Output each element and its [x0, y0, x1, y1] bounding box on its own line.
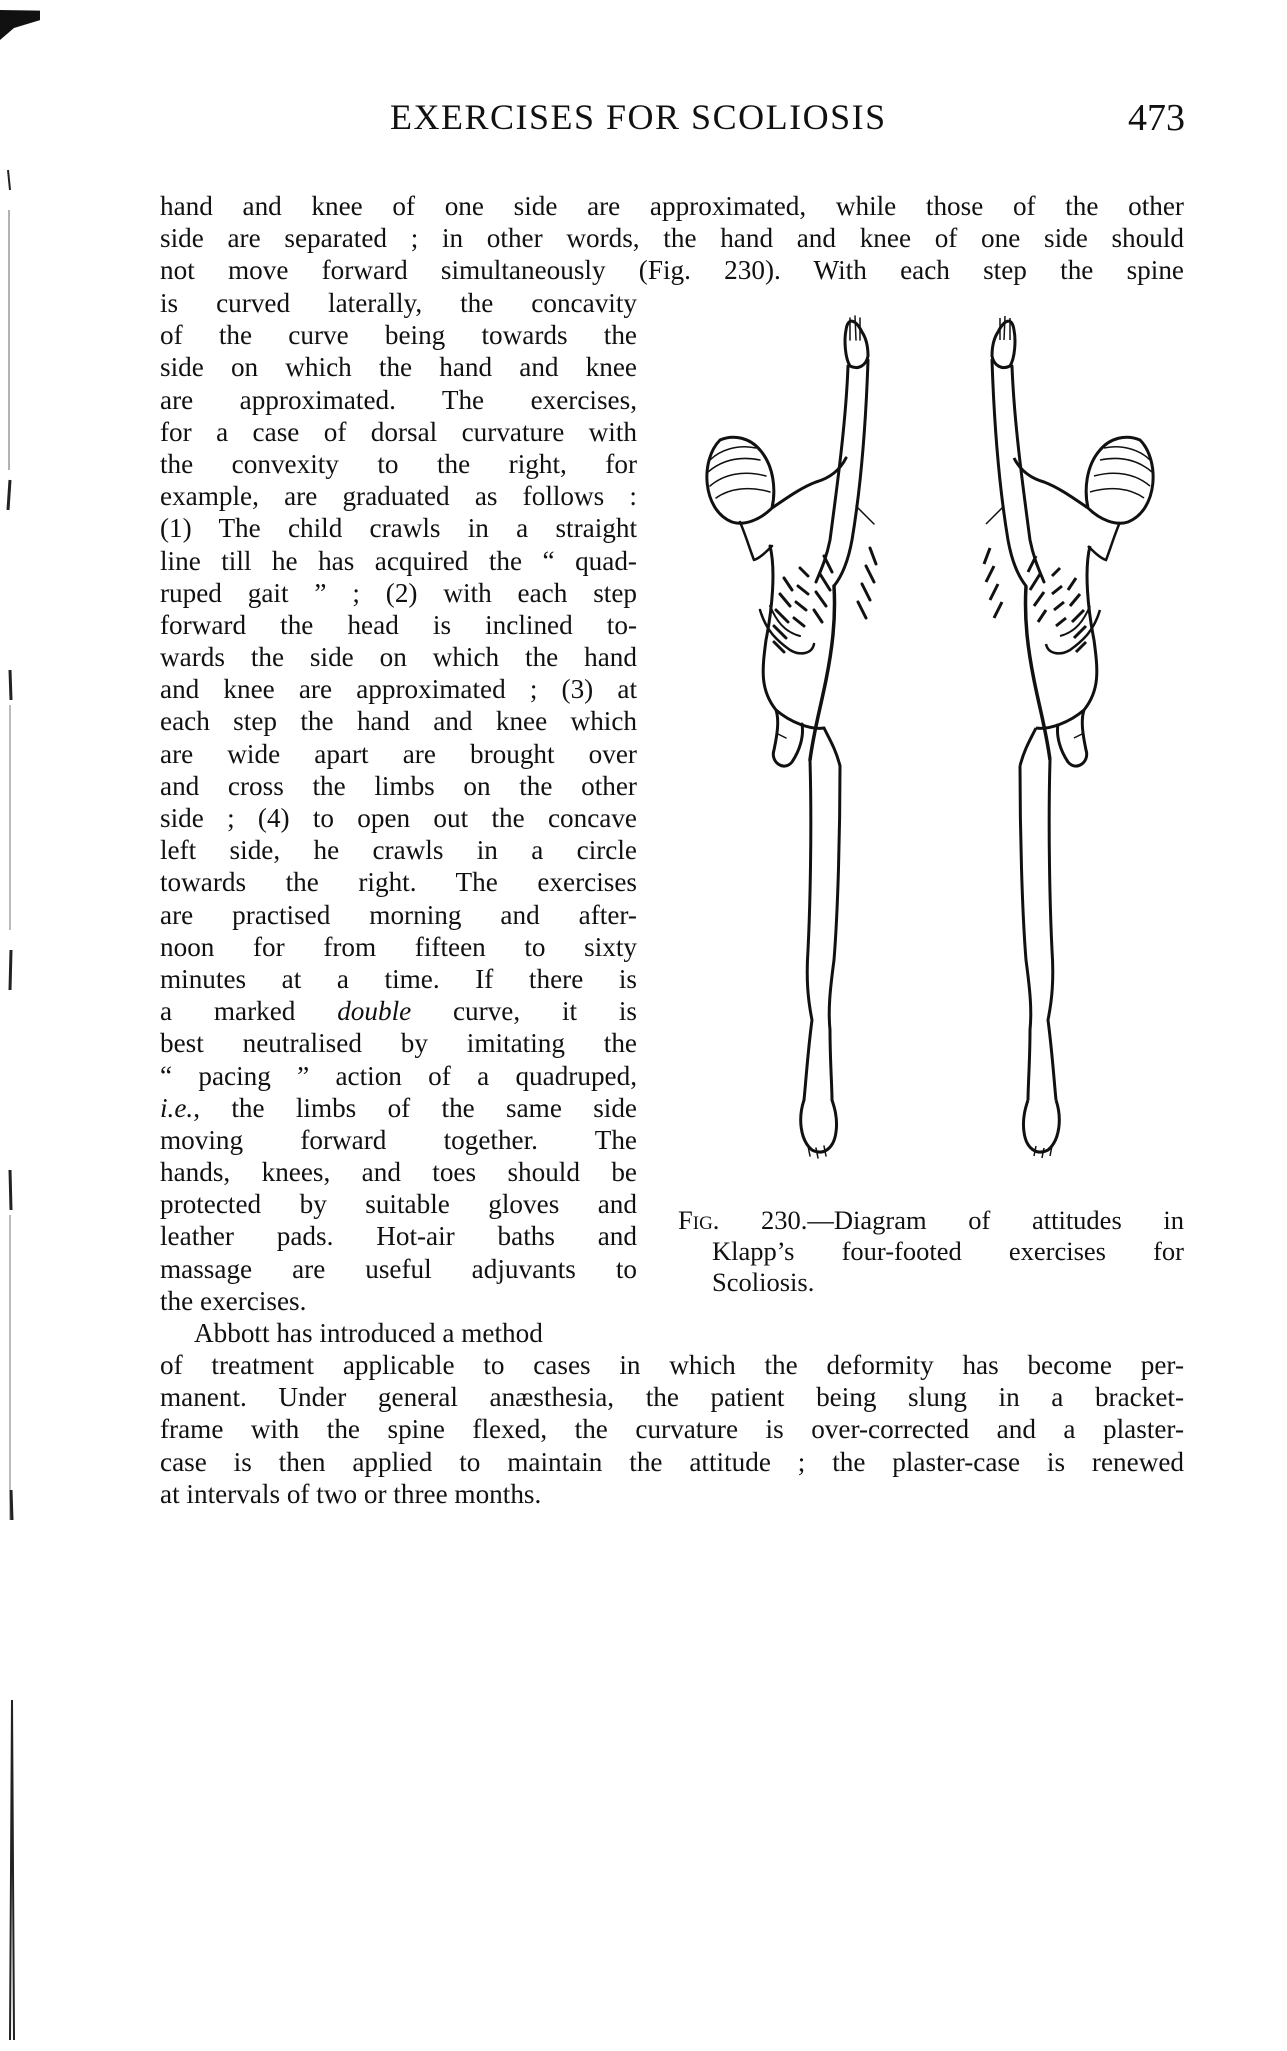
text-line: “ pacing ” action of a quadruped,	[160, 1060, 637, 1091]
page-number: 473	[1128, 97, 1185, 139]
text-line: line till he has acquired the “ quad-	[160, 545, 637, 576]
text-line: hands, knees, and toes should be	[160, 1157, 637, 1188]
text-line: the exercises.	[160, 1285, 307, 1316]
left-figure	[707, 316, 876, 1158]
italic-double: double	[337, 996, 412, 1027]
text-line: and knee are approximated ; (3) at	[160, 674, 637, 705]
text-line: wards the side on which the hand	[160, 642, 637, 673]
text-line: hand and knee of one side are approximated, while those of the other	[160, 191, 1184, 221]
italic-ie: i.e.	[160, 1092, 194, 1123]
text-line: are approximated. The exercises,	[160, 384, 637, 415]
caption-label: Fig. 230.	[678, 1205, 808, 1235]
text-line: are wide apart are brought over	[160, 738, 637, 769]
body-text-top	[160, 190, 1184, 287]
text-line: forward the head is inclined to-	[160, 609, 637, 640]
text-line: noon for from fifteen to sixty	[160, 931, 637, 962]
figure-illustration	[680, 310, 1180, 1210]
text-line: (1) The child crawls in a straight	[160, 513, 637, 544]
text-line: is curved laterally, the concavity	[160, 288, 637, 318]
text-line: the convexity to the right, for	[160, 448, 637, 479]
text-line: left side, he crawls in a circle	[160, 835, 637, 866]
body-text-column	[160, 287, 637, 1349]
text-line: ruped gait ” ; (2) with each step	[160, 577, 637, 608]
text-line: massage are useful adjuvants to	[160, 1253, 637, 1284]
text-line: side are separated ; in other words, the hand and knee of one side should	[160, 223, 1184, 254]
text-line: frame with the spine flexed, the curvature is over-corrected and a plaster-	[160, 1414, 1184, 1445]
scan-edge-marks	[0, 0, 40, 2051]
text-line: minutes at a time. If there is	[160, 963, 637, 994]
text-line: best neutralised by imitating the	[160, 1028, 637, 1059]
text-line: leather pads. Hot-air baths and	[160, 1221, 637, 1252]
text-line-double	[160, 995, 637, 1027]
caption-line: Klapp’s four-footed exercises for	[712, 1236, 1184, 1266]
running-header	[160, 96, 1185, 146]
text-line: of treatment applicable to cases in which the deformity has become per-	[160, 1350, 1184, 1380]
text-line: case is then applied to maintain the attitude ; the plaster-case is renewed	[160, 1446, 1184, 1477]
figure-caption	[678, 1205, 1184, 1298]
right-figure	[984, 316, 1153, 1158]
text-line: side on which the hand and knee	[160, 352, 637, 383]
text-line: example, are graduated as follows :	[160, 481, 637, 512]
body-text-bottom	[160, 1349, 1184, 1510]
text-segment: , the limbs of the same side	[193, 1092, 637, 1123]
text-line: for a case of dorsal curvature with	[160, 416, 637, 447]
text-line: of the curve being towards the	[160, 320, 637, 351]
text-line-ie	[160, 1092, 637, 1124]
text-segment: a marked	[160, 996, 338, 1027]
text-line: manent. Under general anæsthesia, the patient being slung in a bracket-	[160, 1382, 1184, 1413]
text-line: side ; (4) to open out the concave	[160, 803, 637, 833]
caption-line: Scoliosis.	[712, 1267, 815, 1297]
text-line: not move forward simultaneously (Fig. 230). With each step the spine	[160, 255, 1184, 286]
paragraph-start: Abbott has introduced a method	[194, 1318, 543, 1348]
text-line: are practised morning and after-	[160, 899, 637, 930]
text-line: towards the right. The exercises	[160, 867, 637, 898]
text-line: and cross the limbs on the other	[160, 770, 637, 801]
text-line: moving forward together. The	[160, 1124, 637, 1155]
running-title: EXERCISES FOR SCOLIOSIS	[390, 97, 887, 137]
caption-line	[678, 1205, 1184, 1236]
text-segment: curve, it is	[411, 996, 637, 1027]
figure-230	[680, 310, 1180, 1210]
text-line: protected by suitable gloves and	[160, 1189, 637, 1220]
text-line: each step the hand and knee which	[160, 706, 637, 737]
text-line: at intervals of two or three months.	[160, 1478, 542, 1509]
caption-text: —Diagram of attitudes in	[807, 1205, 1184, 1235]
